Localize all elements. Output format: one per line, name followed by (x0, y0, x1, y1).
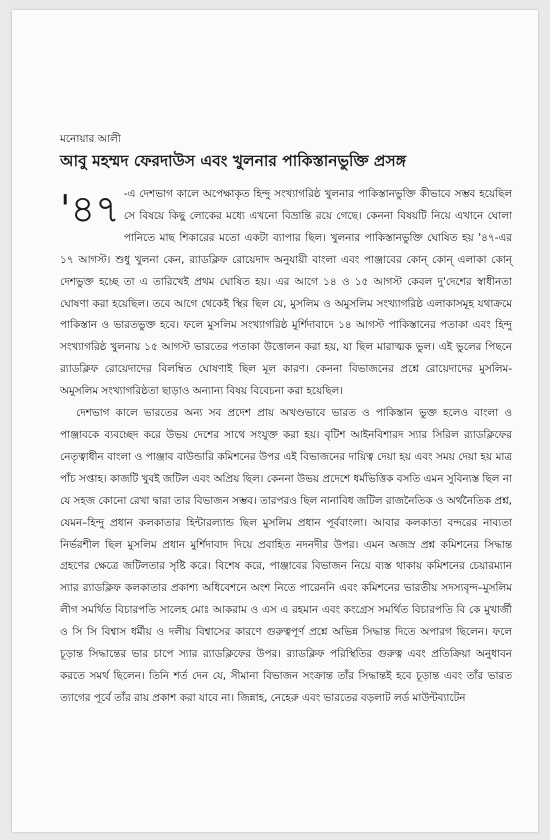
paragraph-2: দেশভাগ কালে ভারতের অন্য সব প্রদেশ প্রায় অখণ্ডভাবে ভারত ও পাকিস্তান ভুক্ত হলেও বাংলা ও পাঞ্জাবকে ব্যবচ্ছেদ করে উভয় দেশের সাথে সংযুক্ত করা হয়। বৃটিশ আইনবিশারদ স্যার সিরিল র‍্যাডক্লিফের নেতৃত্বাধীন বাংলা ও পাঞ্জাব বাউন্ডারি কমিশনের উপর এই বিভাজনের দায়িত্ব দেয়া হয় এবং সময় দেয়া হয় মাত্র পাঁচ সপ্তাহ। কাজটি খুবই জটিল এবং অপ্রিয় ছিল। কেননা উভয় প্রদেশে ধর্মভিত্তিক বসতি এমন সুবিন্যস্ত ছিল না যে সহজ কোনো রেখা দ্বারা তার বিভাজন সম্ভব। তারপরও ছিল নানাবিধ জটিল রাজনৈতিক ও অর্থনৈতিক প্রশ্ন, যেমন–হিন্দু প্রধান কলকাতার হিন্টারল্যান্ড ছিল মুসলিম প্রধান পূর্ববাংলা। আবার কলকাতা বন্দরের নাব্যতা নির্ভরশীল ছিল মুসলিম প্রধান মুর্শিদাবাদ দিয়ে প্রবাহিত নদনদীর উপর। এমন অজস্র প্রশ্ন কমিশনের সিদ্ধান্ত গ্রহণের ক্ষেত্রে জটিলতার সৃষ্টি করে। বিশেষ করে, পাঞ্জাবের বিভাজন নিয়ে ব্যস্ত থাকায় কমিশনের চেয়ারম্যান স্যার র‍্যাডক্লিফ কলকাতার প্রকাশ্য অধিবেশনে অংশ নিতে পারেননি এবং কমিশনের ভারতীয় সদস্যবৃন্দ–মুসলিম লীগ সমর্থিত বিচারপতি সালেহ মোঃ আকরাম ও এস এ রহমান এবং কংগ্রেস সমর্থিত বিচারপতি বি কে মুখার্জী ও সি সি বিশ্বাস ধর্মীয় ও দলীয় বিশ্বাসের কারণে গুরুত্বপূর্ণ প্রশ্নে অভিন্ন সিদ্ধান্ত দিতে অপারগ ছিলেন। ফলে চূড়ান্ত সিদ্ধান্তের ভার চাপে স্যার র‍্যাডক্লিফের উপর। র‍্যাডক্লিফ পরিস্থিতির গুরুত্ব এবং প্রতিক্রিয়া অনুধাবন করতে সমর্থ ছিলেন। তিনি শর্ত দেন যে, সীমানা বিভাজন সংক্রান্ত তাঁর সিদ্ধান্তই হবে চূড়ান্ত এবং তাঁর ভারত ত্যাগের পূর্বে তাঁর রায় প্রকাশ করা যাবে না। জিন্নাহ, নেহেরু এবং ভারতের বড়লাট লর্ড মাউন্টব্যাটেন (60, 407, 512, 704)
article (60, 132, 512, 710)
book-page (12, 10, 538, 832)
article-title: আবু মহম্মদ ফেরদাউস এবং খুলনার পাকিস্তানভুক্তি প্রসঙ্গ (60, 152, 406, 170)
drop-cap: '৪৭ (60, 187, 120, 231)
paragraph-1 (60, 184, 512, 403)
author-name: মনোয়ার আলী (60, 133, 121, 145)
paragraph-1-text: -এ দেশভাগ কালে অপেক্ষাকৃত হিন্দু সংখ্যাগরিষ্ঠ খুলনার পাকিস্তানভুক্তি কীভাবে সম্ভব হয়েছিল সে বিষয়ে কিছু লোকের মধ্যে এখনো বিভ্রান্তি রয়ে গেছে। কেননা বিষয়টি নিয়ে এখানে ঘোলা পানিতে মাছ শিকারের মতো একটা ব্যাপার ছিল। খুলনার পাকিস্তানভুক্তি ঘোষিত হয় '৪৭-এর ১৭ আগস্ট। শুধু খুলনা কেন, র‍্যাডক্লিফ রোয়েদাদ অনুযায়ী বাংলা এবং পাঞ্জাবের কোন্ কোন্ এলাকা কোন্ দেশভুক্ত হচ্ছে তা এ তারিখেই প্রথম ঘোষিত হয়। এর আগে ১৪ ও ১৫ আগস্ট কেবল দু'দেশের স্বাধীনতা ঘোষণা করা হয়েছিল। তবে আগে থেকেই স্থির ছিল যে, মুসলিম ও অমুসলিম সংখ্যাগরিষ্ঠ এলাকাসমূহ যথাক্রমে পাকিস্তান ও ভারতভুক্ত হবে। ফলে মুসলিম সংখ্যাগরিষ্ঠ মুর্শিদাবাদে ১৪ আগস্ট পাকিস্তানের পতাকা এবং হিন্দু সংখ্যাগরিষ্ঠ খুলনায় ১৫ আগস্ট ভারতের পতাকা উত্তোলন করা হয়, যা ছিল মারাত্মক ভুল। এই ভুলের পিছনে র‍্যাডক্লিফ রোয়েদাদের বিলম্বিত ঘোষণাই ছিল মূল কারণ। কেননা বিভাজনের প্রশ্নে রোয়েদাদের মুসলিম-অমুসলিম সংখ্যাগরিষ্ঠতা ছাড়াও অন্যান্য বিষয় বিবেচনা করা হয়েছিল। (60, 188, 512, 398)
